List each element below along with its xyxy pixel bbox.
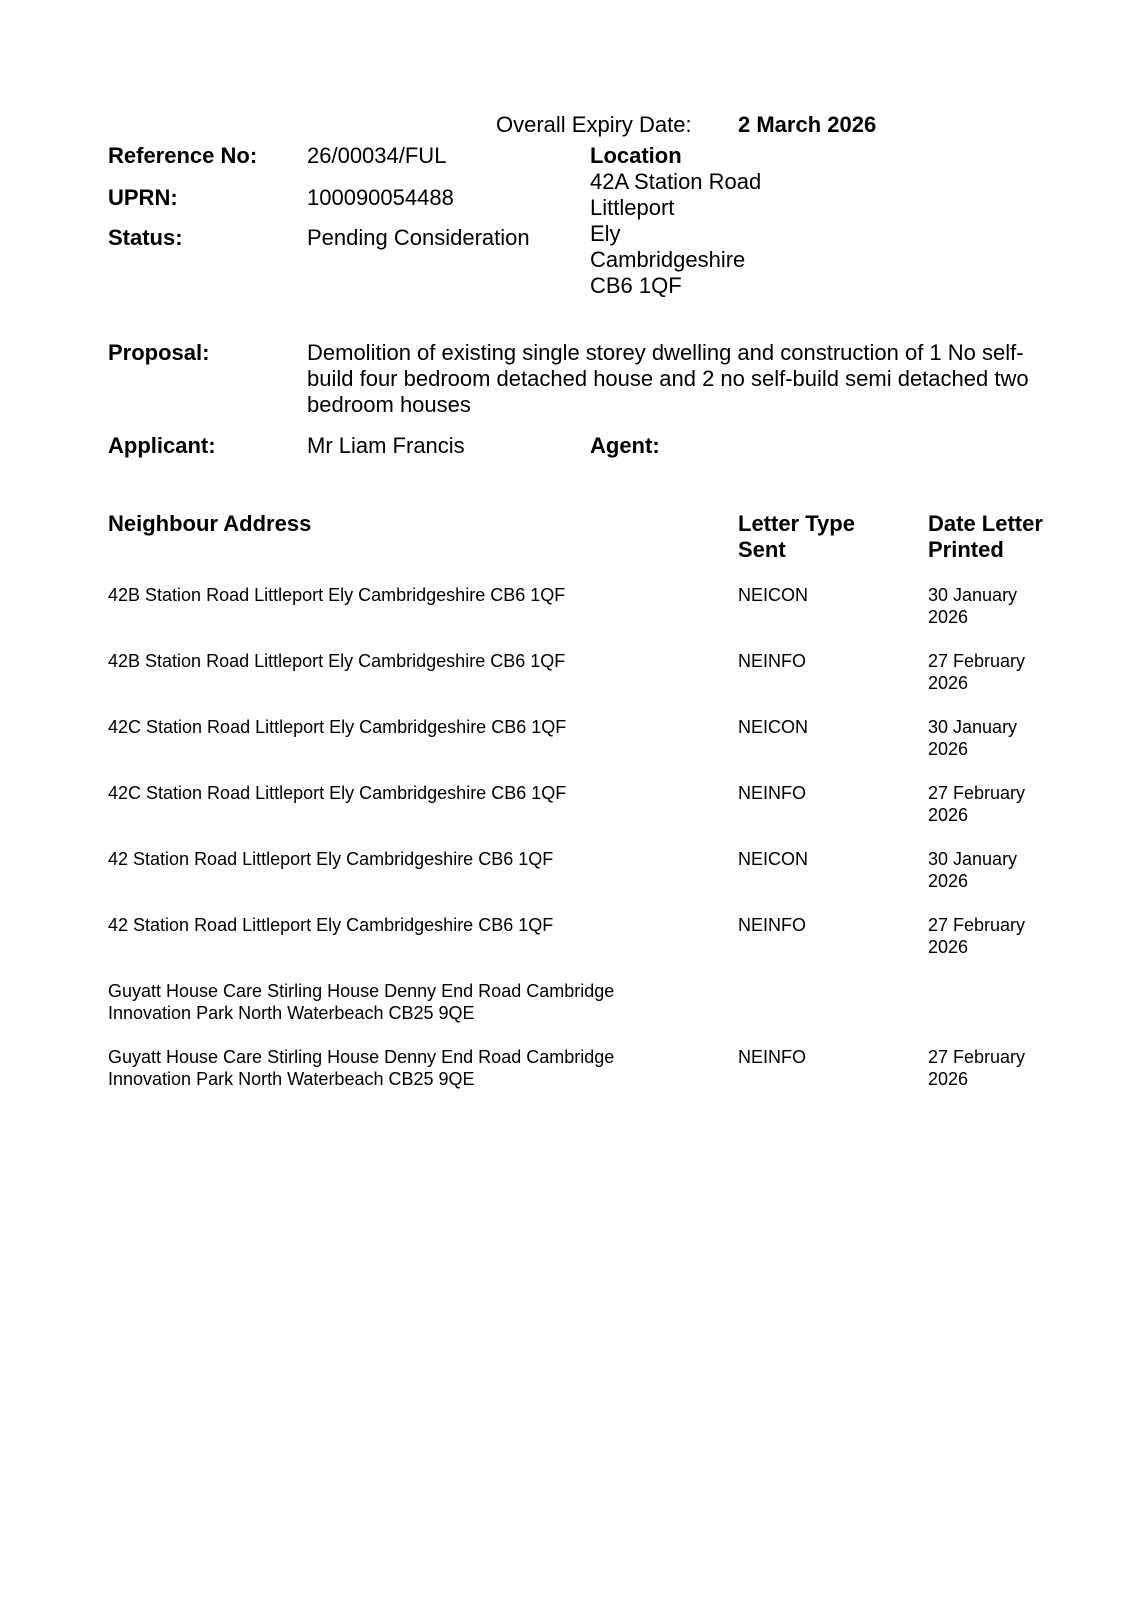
status-label: Status: [108,225,183,250]
location-line: 42A Station Road [590,169,762,194]
row-letter-type: NEINFO [738,915,807,935]
uprn-label: UPRN: [108,185,178,210]
row-date: 30 January 2026 [928,849,1018,891]
row-address: 42 Station Road Littleport Ely Cambridgeshire CB6 1QF [108,849,554,869]
location-line: Ely [590,221,621,246]
row-date: 27 February 2026 [928,651,1026,693]
uprn-value: 100090054488 [307,185,454,210]
row-date: 30 January 2026 [928,717,1018,759]
reference-label: Reference No: [108,143,258,168]
location-line: CB6 1QF [590,273,682,298]
reference-value: 26/00034/FUL [307,143,447,168]
status-value: Pending Consideration [307,225,530,250]
row-address: 42 Station Road Littleport Ely Cambridgeshire CB6 1QF [108,915,554,935]
row-letter-type: NEINFO [738,783,807,803]
row-address: 42C Station Road Littleport Ely Cambridgeshire CB6 1QF [108,717,567,737]
location-line: Littleport [590,195,675,220]
row-address: Guyatt House Care Stirling House Denny End Road Cambridge Innovation Park North Waterbeach CB25 9QE [108,1047,615,1089]
expiry-date-label: Overall Expiry Date: [496,112,692,137]
location-label: Location [590,143,682,168]
row-letter-type: NEINFO [738,1047,807,1067]
expiry-date-value: 2 March 2026 [738,112,877,137]
proposal-label: Proposal: [108,340,210,365]
row-letter-type: NEINFO [738,651,807,671]
row-letter-type: NEICON [738,585,809,605]
row-date: 27 February 2026 [928,783,1026,825]
row-date: 27 February 2026 [928,1047,1026,1089]
row-address: 42B Station Road Littleport Ely Cambridgeshire CB6 1QF [108,651,566,671]
header-letter-type: Letter Type Sent [738,511,855,562]
row-address: 42C Station Road Littleport Ely Cambridgeshire CB6 1QF [108,783,567,803]
row-address: 42B Station Road Littleport Ely Cambridgeshire CB6 1QF [108,585,566,605]
location-line: Cambridgeshire [590,247,746,272]
row-address: Guyatt House Care Stirling House Denny End Road Cambridge Innovation Park North Waterbeach CB25 9QE [108,981,615,1023]
agent-label: Agent: [590,433,660,458]
row-date: 27 February 2026 [928,915,1026,957]
row-letter-type: NEICON [738,717,809,737]
header-neighbour-address: Neighbour Address [108,511,312,536]
row-letter-type: NEICON [738,849,809,869]
applicant-label: Applicant: [108,433,216,458]
row-date: 30 January 2026 [928,585,1018,627]
applicant-value: Mr Liam Francis [307,433,465,458]
header-date-printed: Date Letter Printed [928,511,1043,562]
proposal-value: Demolition of existing single storey dwelling and construction of 1 No self-build four bedroom detached house and 2 no self-build semi detached two bedroom houses [307,340,1029,417]
